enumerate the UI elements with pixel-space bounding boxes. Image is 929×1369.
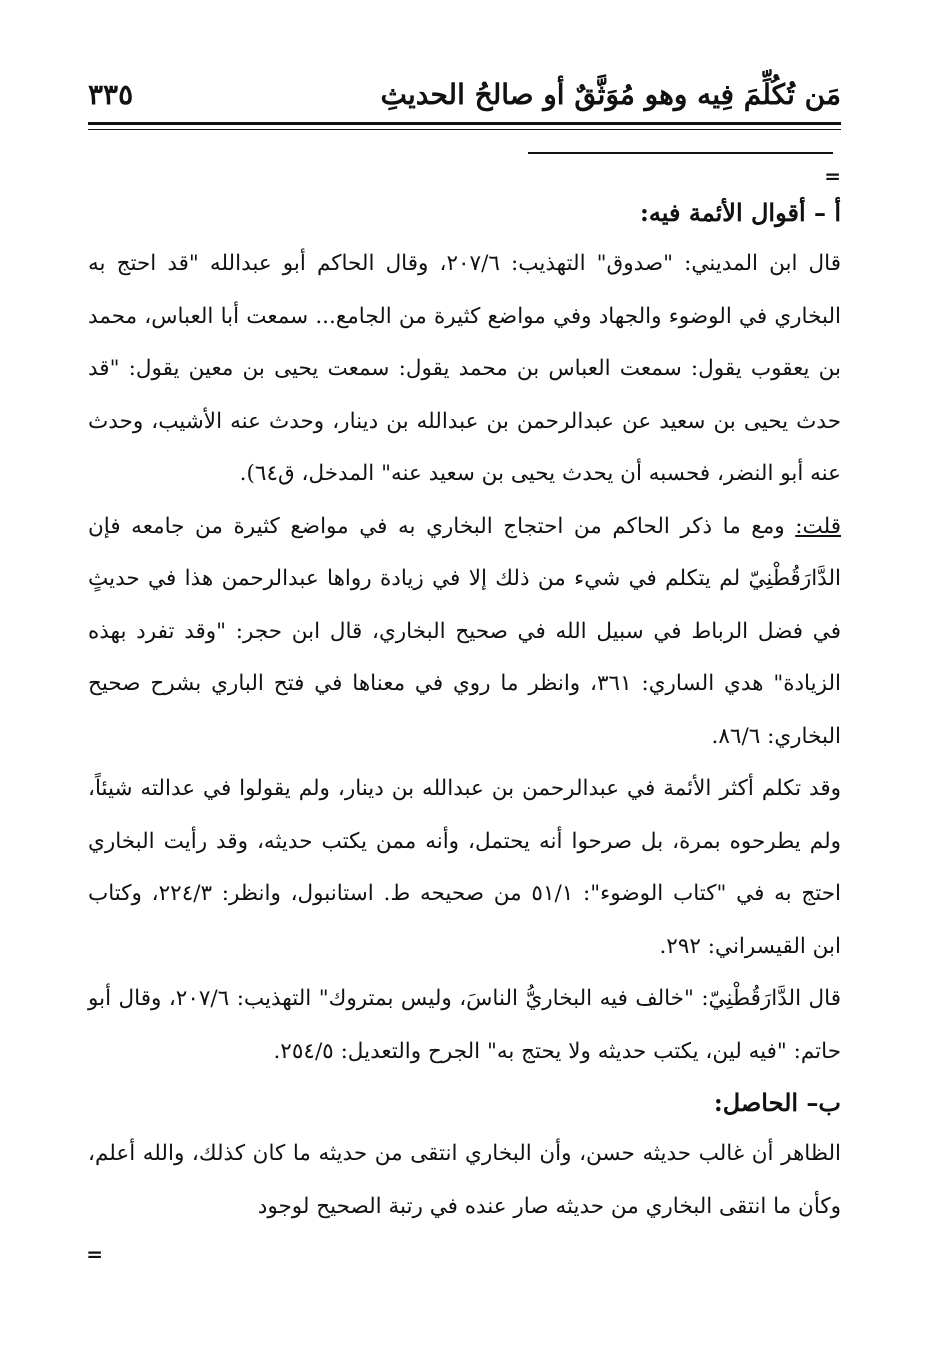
continuation-mark-top: = <box>824 164 841 188</box>
paragraph-2-text: ومع ما ذكر الحاكم من احتجاج البخاري به في مواضع كثيرة من جامعه فإن الدَّارَقُطْنِيّ لم يتكلم في شيء من ذلك إلا في زيادة رواها عبدالرحمن هذا في حديثٍ في فضل الرباط في سبيل الله في صحيح البخاري، قال ابن حجر: "وقد تفرد بهذه الزيادة" هدي الساري: ٣٦١، وانظر ما روي في معناها في فتح الباري بشرح صحيح البخاري: ٨٦/٦. <box>88 513 841 749</box>
running-header <box>88 68 841 120</box>
paragraph-4: قال الدَّارَقُطْنِيّ: "خالف فيه البخاريُّ الناسَ، وليس بمتروك" التهذيب: ٢٠٧/٦، وقال أبو حاتم: "فيه لين، يكتب حديثه ولا يحتج به" الجرح والتعديل: ٢٥٤/٥. <box>88 986 841 1064</box>
section-heading-b: ب– الحاصل: <box>713 1088 841 1117</box>
page-body <box>88 188 841 1233</box>
paragraph-2 <box>88 501 841 764</box>
paragraph-3: وقد تكلم أكثر الأئمة في عبدالرحمن بن عبدالله بن دينار، ولم يقولوا في عدالته شيئاً، ولم يطرحوه بمرة، بل صرحوا أنه يحتمل، وأنه ممن يكتب حديثه، وقد رأيت البخاري احتج به في "كتاب الوضوء": ٥١/١ من صحيحه ط. استانبول، وانظر: ٢٢٤/٣، وكتاب ابن القيسراني: ٢٩٢. <box>88 776 841 959</box>
page-number: ٣٣٥ <box>88 77 134 111</box>
continuation-mark-bottom: = <box>86 1242 103 1266</box>
section-heading-a: أ – أقوال الأئمة فيه: <box>640 198 841 227</box>
continuation-rule <box>528 152 833 154</box>
paragraph-1: قال ابن المديني: "صدوق" التهذيب: ٢٠٧/٦، وقال الحاكم أبو عبدالله "قد احتج به البخاري في الوضوء والجهاد وفي مواضع كثيرة من الجامع... سمعت أبا العباس، محمد بن يعقوب يقول: سمعت العباس بن محمد يقول: سمعت يحيى بن معين يقول: "قد حدث يحيى بن سعيد عن عبدالرحمن بن عبدالله بن دينار، وحدث عنه الأشيب، وحدث عنه أبو النضر، فحسبه أن يحدث يحيى بن سعيد عنه" المدخل، ق٦٤). <box>88 251 842 486</box>
header-rule-thick <box>88 122 841 125</box>
paragraph-5: الظاهر أن غالب حديثه حسن، وأن البخاري انتقى من حديثه ما كان كذلك، والله أعلم، وكأن ما انتقى البخاري من حديثه صار عنده في رتبة الصحيح لوجود <box>88 1141 841 1219</box>
underlined-word: قلت: <box>795 513 841 539</box>
header-rule-thin <box>88 129 841 130</box>
running-title: مَن تُكُلِّمَ فِيه وهو مُوَثَّقٌ أو صالحُ الحديثِ <box>380 77 841 111</box>
